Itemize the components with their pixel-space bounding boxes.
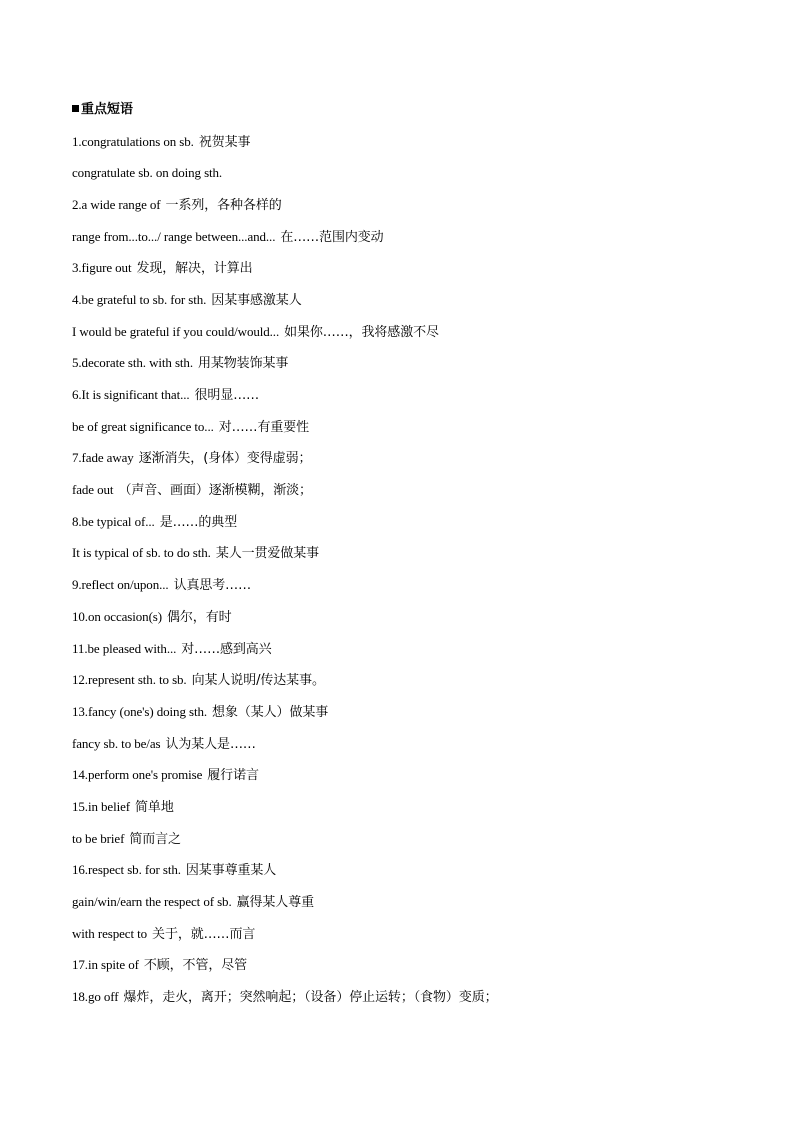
phrase-line: [72, 353, 752, 373]
phrase-chinese: 一系列，各种各样的: [165, 197, 282, 213]
phrase-chinese: 在……范围内变动: [280, 229, 384, 245]
phrase-english: congratulate sb. on doing sth.: [72, 165, 223, 181]
phrase-english: be of great significance to...: [72, 418, 214, 434]
phrase-chinese: 赢得某人尊重: [236, 895, 315, 910]
phrase-line: [72, 417, 752, 437]
phrase-chinese: 简单地: [135, 799, 174, 815]
phrase-english: 12.represent sth. to sb.: [72, 672, 187, 688]
phrase-chinese: 不顾，不管，尽管: [143, 958, 248, 974]
phrase-line: [72, 797, 752, 817]
phrase-line: [72, 924, 752, 944]
phrase-english: 4.be grateful to sb. for sth.: [72, 291, 207, 307]
phrase-english: 6.It is significant that...: [72, 387, 190, 402]
phrase-chinese: 逐渐消失，(身体）变得虚弱；: [138, 451, 312, 467]
phrase-line: [72, 512, 752, 532]
phrase-english: 8.be typical of...: [72, 513, 155, 529]
phrase-line: [72, 448, 752, 468]
phrase-line: [72, 955, 752, 975]
phrase-chinese: 认真思考……: [173, 578, 251, 594]
phrase-english: 9.reflect on/upon...: [72, 577, 169, 593]
phrase-chinese: 想象（某人）做某事: [212, 704, 329, 720]
phrase-line: [72, 227, 752, 247]
phrase-line: [72, 195, 752, 215]
phrase-english: 16.respect sb. for sth.: [72, 862, 181, 878]
phrase-chinese: 爆炸，走火，离开；突然响起；（设备）停止运转；（食物）变质；: [123, 990, 498, 1006]
phrase-english: 10.on occasion(s): [72, 608, 162, 624]
phrase-line: [72, 829, 752, 849]
phrase-english: fancy sb. to be/as: [72, 735, 161, 751]
phrase-english: 15.in belief: [72, 798, 131, 814]
phrase-line: [72, 258, 752, 278]
phrase-line: [72, 892, 752, 912]
phrase-line: [72, 670, 752, 690]
phrase-english: 1.congratulations on sb.: [72, 133, 194, 149]
phrase-chinese: 因某事感激某人: [211, 292, 302, 308]
black-square-icon: [72, 105, 79, 112]
phrase-chinese: 向某人说明/传达某事。: [191, 673, 325, 689]
phrase-line: [72, 290, 752, 310]
phrase-english: range from...to.../ range between...and...: [72, 228, 276, 244]
phrase-chinese: 祝贺某事: [198, 134, 251, 150]
phrase-chinese: 履行诺言: [207, 768, 259, 784]
phrase-chinese: 对……感到高兴: [181, 641, 272, 657]
phrase-list: [72, 132, 752, 1008]
phrase-line: [72, 322, 752, 342]
phrase-chinese: 偶尔，有时: [167, 609, 232, 625]
section-heading-text: 重点短语: [81, 102, 134, 117]
phrase-chinese: 某人一贯爱做某事: [215, 546, 320, 562]
phrase-chinese: 简而言之: [129, 831, 181, 847]
phrase-english: 11.be pleased with...: [72, 640, 177, 656]
phrase-english: 3.figure out: [72, 260, 132, 276]
phrase-english: 5.decorate sth. with sth.: [72, 355, 193, 371]
section-heading: [72, 100, 752, 120]
phrase-chinese: 如果你……，我将感激不尽: [284, 324, 439, 340]
phrase-line: [72, 702, 752, 722]
phrase-english: 18.go off: [72, 989, 119, 1005]
document-page: [72, 100, 752, 1019]
phrase-english: 13.fancy (one's) doing sth.: [72, 703, 208, 719]
phrase-line: [72, 639, 752, 659]
phrase-chinese: 认为某人是……: [165, 736, 256, 752]
phrase-chinese: （声音、画面）逐渐模糊，渐淡；: [118, 483, 312, 499]
phrase-english: 17.in spite of: [72, 957, 139, 973]
phrase-line: [72, 860, 752, 880]
phrase-english: 2.a wide range of: [72, 196, 161, 212]
phrase-chinese: 对……有重要性: [218, 419, 310, 435]
phrase-line: [72, 163, 752, 183]
phrase-line: [72, 543, 752, 563]
phrase-chinese: 是……的典型: [159, 514, 238, 530]
phrase-english: gain/win/earn the respect of sb.: [72, 894, 232, 909]
phrase-english: It is typical of sb. to do sth.: [72, 545, 211, 561]
phrase-line: [72, 765, 752, 785]
phrase-chinese: 因某事尊重某人: [185, 863, 277, 879]
phrase-chinese: 用某物装饰某事: [197, 356, 289, 372]
phrase-line: [72, 385, 752, 405]
phrase-line: [72, 734, 752, 754]
phrase-chinese: 很明显……: [194, 388, 260, 403]
phrase-english: to be brief: [72, 830, 125, 846]
phrase-chinese: 发现，解决，计算出: [136, 261, 253, 277]
phrase-english: I would be grateful if you could/would...: [72, 323, 280, 339]
phrase-english: with respect to: [72, 925, 148, 941]
phrase-english: 14.perform one's promise: [72, 767, 203, 783]
phrase-line: [72, 987, 752, 1007]
phrase-english: 7.fade away: [72, 450, 134, 466]
phrase-line: [72, 575, 752, 595]
phrase-line: [72, 480, 752, 500]
phrase-chinese: 关于，就……而言: [152, 926, 256, 942]
phrase-line: [72, 607, 752, 627]
phrase-english: fade out: [72, 482, 114, 498]
phrase-line: [72, 132, 752, 152]
